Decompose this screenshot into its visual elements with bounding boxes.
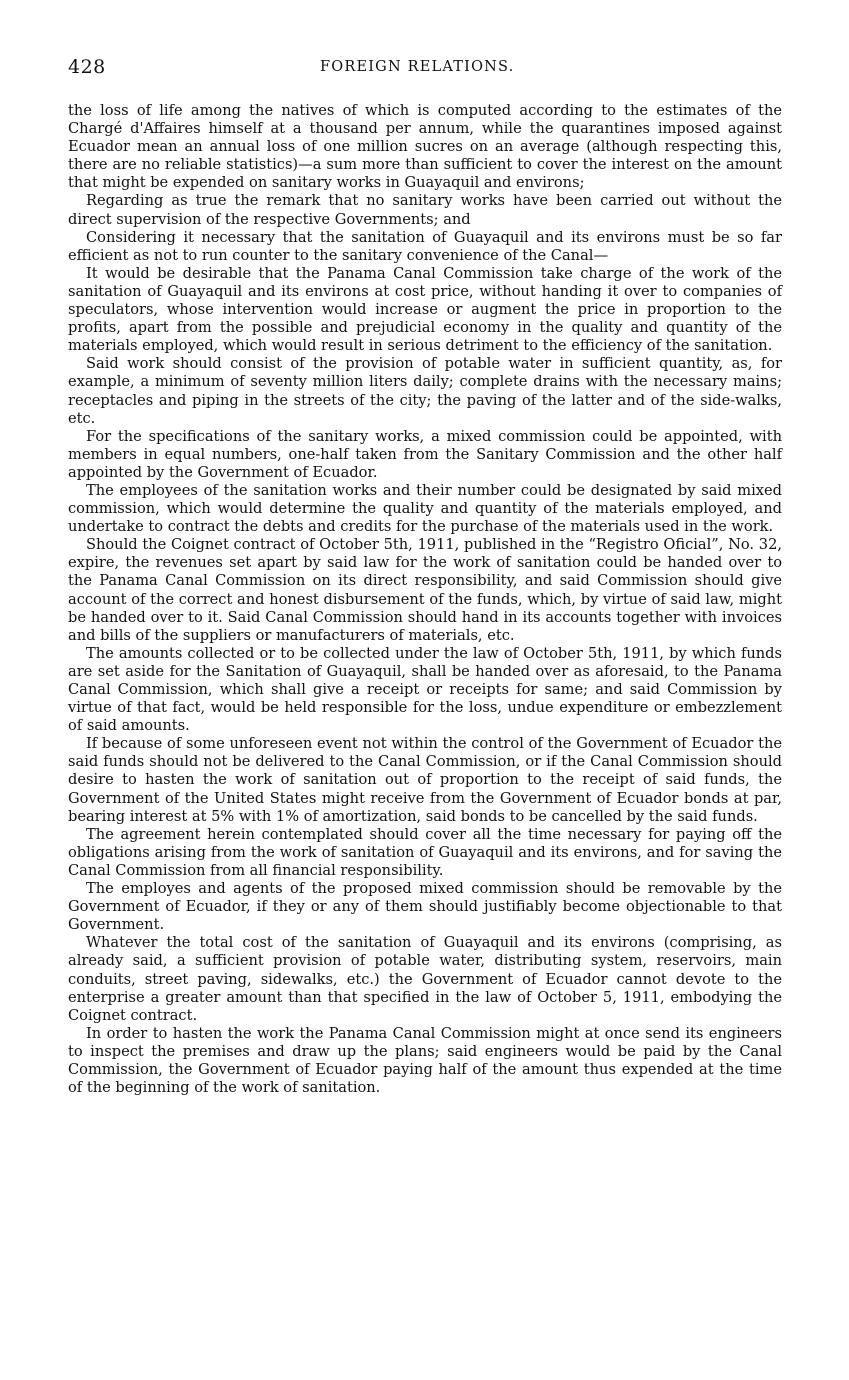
body-text (68, 102, 782, 1097)
paragraph-continuation: the loss of life among the natives of which is computed according to the estimates of the Chargé d'Affaires himself at a thousand per annum, while the quarantines imposed against Ecuador mean an annual loss of one million sucres on an average (although respecting this, there are no reliable statistics)—a sum more than sufficient to cover the interest on the amount that might be expended on sanitary works in Guayaquil and environs; (68, 102, 782, 192)
document-page (68, 56, 782, 1097)
paragraph: The agreement herein contemplated should cover all the time necessary for paying off the obligations arising from the work of sanitation of Guayaquil and its environs, and for saving the Canal Commission from all financial responsibility. (68, 825, 782, 879)
paragraph: Said work should consist of the provision of potable water in sufficient quantity, as, for example, a minimum of seventy million liters daily; complete drains with the necessary mains; receptacles and piping in the streets of the city; the paving of the latter and of the side-walks, etc. (68, 355, 782, 427)
paragraph: In order to hasten the work the Panama Canal Commission might at once send its engineers to inspect the premises and draw up the plans; said engineers would be paid by the Canal Commission, the Government of Ecuador paying half of the amount thus expended at the time of the beginning of the work of sanitation. (68, 1024, 782, 1097)
paragraph: It would be desirable that the Panama Canal Commission take charge of the work of the sanitation of Guayaquil and its environs at cost price, without handing it over to companies of speculators, whose intervention would increase or augment the price in proportion to the profits, apart from the possible and prejudicial economy in the quality and quantity of the materials employed, which would result in serious detriment to the efficiency of the sanitation. (68, 264, 782, 355)
paragraph: If because of some unforeseen event not within the control of the Government of Ecuador the said funds should not be delivered to the Canal Commission, or if the Canal Commission should desire to hasten the work of sanitation out of proportion to the receipt of said funds, the Government of the United States might receive from the Government of Ecuador bonds at par, bearing interest at 5% with 1% of amortization, said bonds to be cancelled by the said funds. (68, 735, 782, 825)
paragraph: The employees of the sanitation works and their number could be designated by said mixed commission, which would determine the quality and quantity of the materials employed, and undertake to contract the debts and credits for the purchase of the materials used in the work. (68, 481, 782, 536)
paragraph: The amounts collected or to be collected under the law of October 5th, 1911, by which funds are set aside for the Sanitation of Guayaquil, shall be handed over as aforesaid, to the Panama Canal Commission, which shall give a receipt or receipts for same; and said Commission by virtue of that fact, would be held responsible for the loss, undue expenditure or embezzlement of said amounts. (68, 644, 782, 735)
paragraph: For the specifications of the sanitary works, a mixed commission could be appointed, with members in equal numbers, one-half taken from the Sanitary Commission and the other half appointed by the Government of Ecuador. (68, 427, 782, 481)
running-head: FOREIGN RELATIONS. (320, 59, 515, 75)
page-header (68, 56, 782, 86)
paragraph: Regarding as true the remark that no sanitary works have been carried out without the direct supervision of the respective Governments; and (68, 192, 782, 228)
page-number: 428 (68, 56, 106, 78)
paragraph: The employes and agents of the proposed mixed commission should be removable by the Government of Ecuador, if they or any of them should justifiably become objectionable to that Government. (68, 880, 782, 934)
paragraph: Should the Coignet contract of October 5th, 1911, published in the “Registro Oficial”, No. 32, expire, the revenues set apart by said law for the work of sanitation could be handed over to the Panama Canal Commission on its direct responsibility, and said Commission should give account of the correct and honest disbursement of the funds, which, by virtue of said law, might be handed over to it. Said Canal Commission should hand in its accounts together with invoices and bills of the suppliers or manufacturers of materials, etc. (68, 536, 782, 644)
paragraph: Whatever the total cost of the sanitation of Guayaquil and its environs (comprising, as already said, a sufficient provision of potable water, distributing system, reservoirs, main conduits, street paving, sidewalks, etc.) the Government of Ecuador cannot devote to the enterprise a greater amount than that specified in the law of October 5, 1911, embodying the Coignet contract. (68, 934, 782, 1024)
paragraph: Considering it necessary that the sanitation of Guayaquil and its environs must be so far efficient as not to run counter to the sanitary convenience of the Canal— (68, 228, 782, 264)
